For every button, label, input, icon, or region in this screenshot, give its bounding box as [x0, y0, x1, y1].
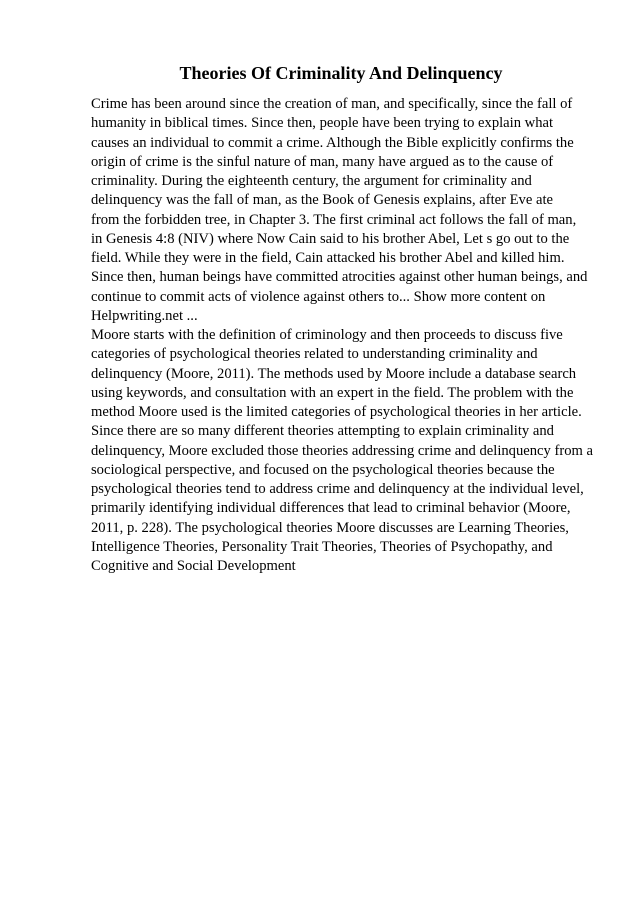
body-line: method Moore used is the limited categories of psychological theories in her article. — [91, 404, 582, 420]
body-line: categories of psychological theories related to understanding criminality and — [91, 346, 538, 363]
body-line: in Genesis 4:8 (NIV) where Now Cain said to his brother Abel, Let s go out to the — [91, 230, 570, 247]
source-link-text: Helpwriting.net ... — [91, 307, 198, 324]
body-line: from the forbidden tree, in Chapter 3. The first criminal act follows the fall of man, — [91, 211, 577, 228]
body-line: Crime has been around since the creation of man, and specifically, since the fall of — [91, 96, 573, 112]
body-line: criminality. During the eighteenth century, the argument for criminality and — [91, 173, 532, 189]
body-line: continue to commit acts of violence against others to... Show more content on — [91, 288, 546, 305]
body-line: using keywords, and consultation with an expert in the field. The problem with the — [91, 384, 574, 401]
body-line: primarily identifying individual differences that lead to criminal behavior (Moore, — [91, 500, 571, 517]
body-line: delinquency (Moore, 2011). The methods used by Moore include a database search — [91, 365, 577, 382]
body-line: humanity in biblical times. Since then, people have been trying to explain what — [91, 115, 554, 132]
body-line: delinquency, Moore excluded those theories addressing crime and delinquency from a — [91, 442, 593, 459]
body-line: delinquency was the fall of man, as the Book of Genesis explains, after Eve ate — [91, 192, 553, 209]
body-line: psychological theories tend to address crime and delinquency at the individual level, — [91, 481, 584, 497]
body-line: Since there are so many different theories attempting to explain criminality and — [91, 423, 554, 440]
body-line: causes an individual to commit a crime. Although the Bible explicitly confirms the — [91, 134, 574, 151]
body-line: origin of crime is the sinful nature of man, many have argued as to the cause of — [91, 153, 554, 170]
document-title: Theories Of Criminality And Delinquency — [179, 63, 503, 83]
body-line: sociological perspective, and focused on the psychological theories because the — [91, 461, 555, 478]
body-line: 2011, p. 228). The psychological theories Moore discusses are Learning Theories, — [91, 519, 569, 536]
body-line: Since then, human beings have committed atrocities against other human beings, and — [91, 269, 588, 286]
body-line: Cognitive and Social Development — [91, 558, 296, 574]
body-line: Moore starts with the definition of criminology and then proceeds to discuss five — [91, 327, 563, 343]
document-body — [91, 95, 611, 576]
body-line: field. While they were in the field, Cain attacked his brother Abel and killed him. — [91, 250, 565, 266]
body-line: Intelligence Theories, Personality Trait Theories, Theories of Psychopathy, and — [91, 538, 553, 555]
